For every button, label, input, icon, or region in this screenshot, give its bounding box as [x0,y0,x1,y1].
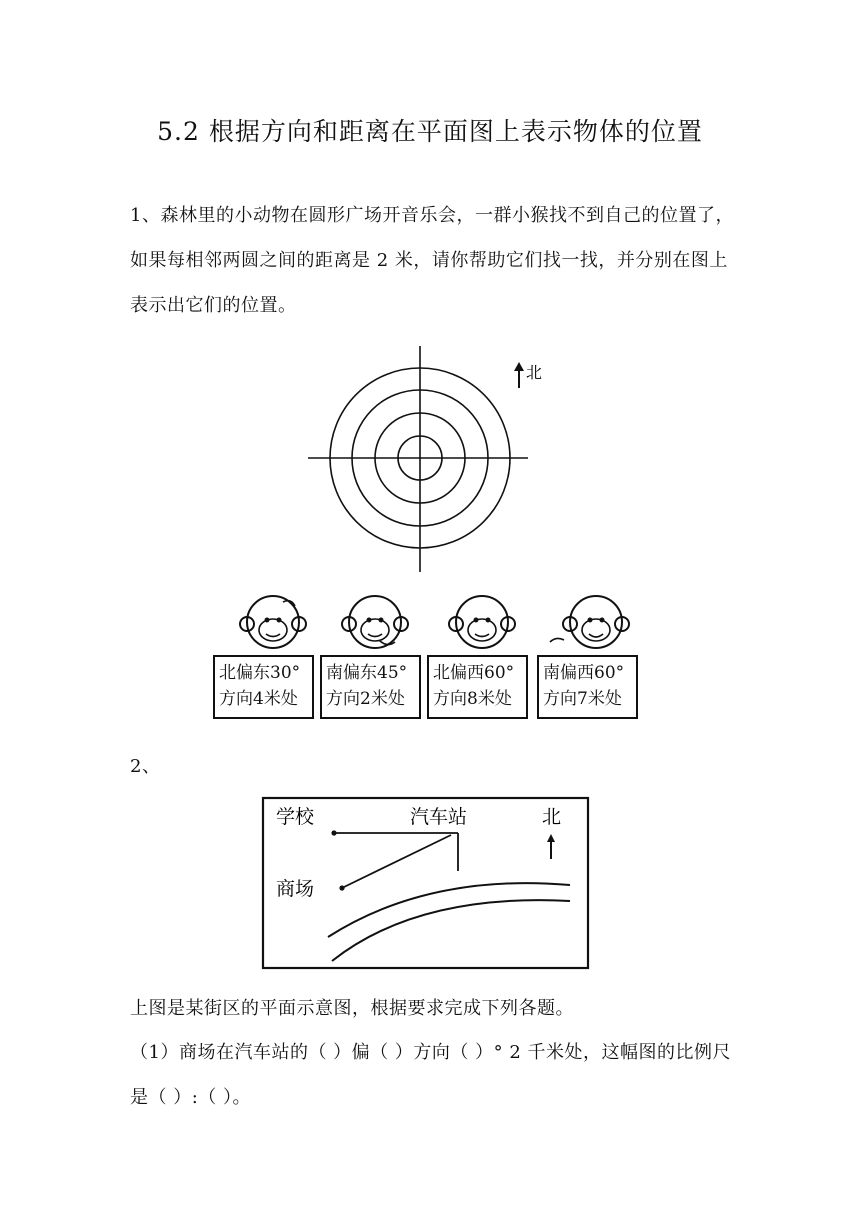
monkey-3-label-box [427,655,528,719]
monkey-1-icon [233,588,313,656]
road-lower-edge [332,900,570,961]
map-label-station: 汽车站 [410,806,468,828]
monkey-2-label-box [320,655,421,719]
concentric-circles-diagram [300,340,560,580]
monkey-4-icon [548,588,638,656]
mall-point [339,885,344,890]
map-label-school: 学校 [276,806,315,828]
question-2-label: 2、 [130,756,161,777]
monkey-1-label-box [213,655,314,719]
monkey-3-icon [442,588,522,656]
monkey-2-icon [335,588,415,656]
monkey-4-direction: 南偏西60° [543,663,625,683]
monkey-3-direction: 北偏西60° [433,663,515,683]
map-label-north: 北 [542,806,562,828]
mall-station-line [342,835,451,888]
north-arrow-icon [547,834,555,859]
map-label-mall: 商场 [276,878,315,900]
north-arrow-icon [514,362,524,388]
road-upper-edge [328,883,570,937]
school-point [331,830,336,835]
street-map-diagram [258,795,594,975]
monkey-2-distance: 方向2米处 [326,689,405,709]
question-2-sub-1: （1）商场在汽车站的（ ）偏（ ）方向（ ）° 2 千米处，这幅图的比例尺是（ ）:（ ）。 [130,1042,732,1108]
north-label: 北 [526,363,543,382]
monkey-1-direction: 北偏东30° [219,663,301,683]
question-1-text: 1、森林里的小动物在圆形广场开音乐会，一群小猴找不到自己的位置了，如果每相邻两圆之间的距离是 2 米，请你帮助它们找一找，并分别在图上表示出它们的位置。 [130,205,734,316]
map-description: 上图是某街区的平面示意图，根据要求完成下列各题。 [130,998,574,1019]
monkey-2-direction: 南偏东45° [326,663,408,683]
monkey-4-distance: 方向7米处 [543,689,622,709]
monkey-4-label-box [537,655,638,719]
monkey-1-distance: 方向4米处 [219,689,298,709]
monkey-3-distance: 方向8米处 [433,689,512,709]
page-title: 5.2 根据方向和距离在平面图上表示物体的位置 [157,117,703,146]
